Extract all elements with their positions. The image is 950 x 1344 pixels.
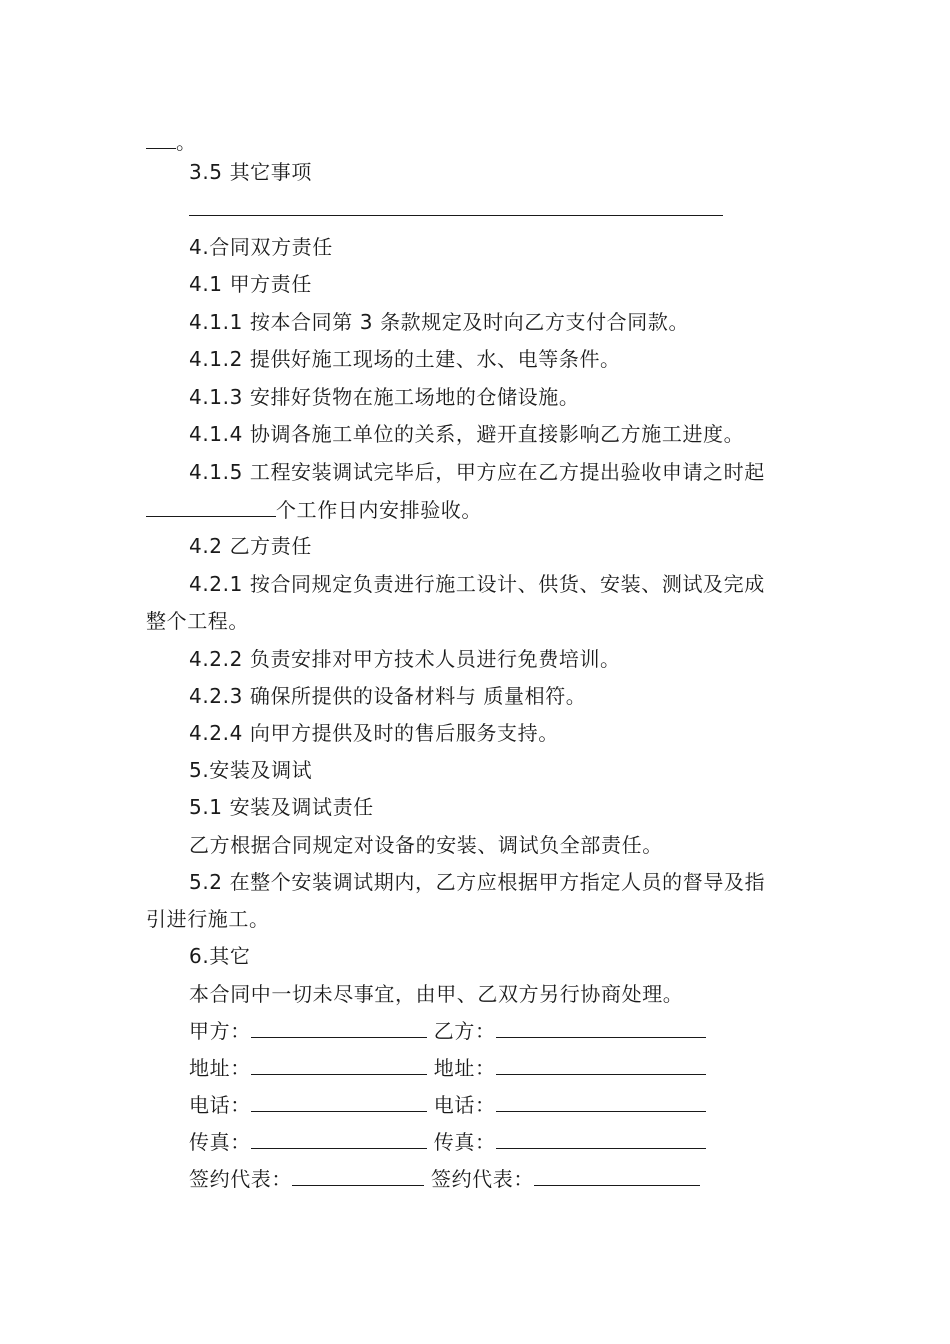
clause-4-2-4: 4.2.4 向甲方提供及时的售后服务支持。 bbox=[189, 721, 559, 745]
clause-4-2-2: 4.2.2 负责安排对甲方技术人员进行免费培训。 bbox=[189, 647, 621, 671]
clause-5-2-continuation: 引进行施工。 bbox=[146, 907, 270, 931]
clause-4-1-5: 4.1.5 工程安装调试完毕后，甲方应在乙方提出验收申请之时起 bbox=[189, 460, 765, 484]
party-b-representative-label: 签约代表： bbox=[430, 1167, 534, 1191]
section-6-heading: 6.其它 bbox=[189, 944, 251, 968]
clause-4-2-heading: 4.2 乙方责任 bbox=[189, 534, 312, 558]
signature-row-fax bbox=[189, 1126, 706, 1156]
clause-4-1-5-continuation bbox=[146, 494, 482, 524]
clause-4-1-1: 4.1.1 按本合同第 3 条款规定及时向乙方支付合同款。 bbox=[189, 310, 690, 334]
section-5-heading: 5.安装及调试 bbox=[189, 758, 313, 782]
party-b-fax-label: 传真： bbox=[433, 1130, 496, 1154]
party-b-representative-blank bbox=[534, 1163, 700, 1186]
party-b-phone-label: 电话： bbox=[433, 1093, 496, 1117]
clause-4-1-5-tail: 个工作日内安排验收。 bbox=[276, 498, 482, 522]
clause-4-1-heading: 4.1 甲方责任 bbox=[189, 272, 312, 296]
party-a-fax-label: 传真： bbox=[189, 1130, 251, 1154]
section-6-text: 本合同中一切未尽事宜，由甲、乙双方另行协商处理。 bbox=[189, 982, 684, 1006]
fill-blank bbox=[146, 126, 176, 149]
clause-4-2-3: 4.2.3 确保所提供的设备材料与 质量相符。 bbox=[189, 684, 587, 708]
continuation-tail: 。 bbox=[176, 130, 197, 154]
clause-4-1-4: 4.1.4 协调各施工单位的关系，避开直接影响乙方施工进度。 bbox=[189, 422, 745, 446]
continuation-line bbox=[146, 126, 197, 156]
signature-row-representative bbox=[189, 1163, 700, 1193]
signature-row-address bbox=[189, 1052, 706, 1082]
party-b-label: 乙方： bbox=[433, 1019, 496, 1043]
clause-4-1-3: 4.1.3 安排好货物在施工场地的仓储设施。 bbox=[189, 385, 580, 409]
clause-5-1-heading: 5.1 安装及调试责任 bbox=[189, 795, 374, 819]
clause-4-2-1-continuation: 整个工程。 bbox=[146, 609, 249, 633]
party-a-label: 甲方： bbox=[189, 1019, 251, 1043]
party-a-address-label: 地址： bbox=[189, 1056, 251, 1080]
party-a-phone-blank bbox=[251, 1089, 427, 1112]
party-b-phone-blank bbox=[496, 1089, 706, 1112]
party-a-representative-label: 签约代表： bbox=[189, 1167, 292, 1191]
party-b-address-label: 地址： bbox=[433, 1056, 496, 1080]
clause-5-1-text: 乙方根据合同规定对设备的安装、调试负全部责任。 bbox=[189, 833, 663, 857]
party-b-blank bbox=[496, 1015, 706, 1038]
fill-blank bbox=[146, 494, 276, 517]
clause-3-5-blank-rule bbox=[189, 215, 723, 216]
clause-4-1-2: 4.1.2 提供好施工现场的土建、水、电等条件。 bbox=[189, 347, 621, 371]
clause-3-5-heading: 3.5 其它事项 bbox=[189, 160, 312, 184]
clause-4-2-1: 4.2.1 按合同规定负责进行施工设计、供货、安装、测试及完成 bbox=[189, 572, 765, 596]
signature-row-phone bbox=[189, 1089, 706, 1119]
party-a-blank bbox=[251, 1015, 427, 1038]
signature-row-party bbox=[189, 1015, 706, 1045]
clause-5-2: 5.2 在整个安装调试期内，乙方应根据甲方指定人员的督导及指 bbox=[189, 870, 766, 894]
section-4-heading: 4.合同双方责任 bbox=[189, 235, 333, 259]
party-a-representative-blank bbox=[292, 1163, 424, 1186]
party-b-address-blank bbox=[496, 1052, 706, 1075]
party-a-fax-blank bbox=[251, 1126, 427, 1149]
party-a-address-blank bbox=[251, 1052, 427, 1075]
party-a-phone-label: 电话： bbox=[189, 1093, 251, 1117]
party-b-fax-blank bbox=[496, 1126, 706, 1149]
